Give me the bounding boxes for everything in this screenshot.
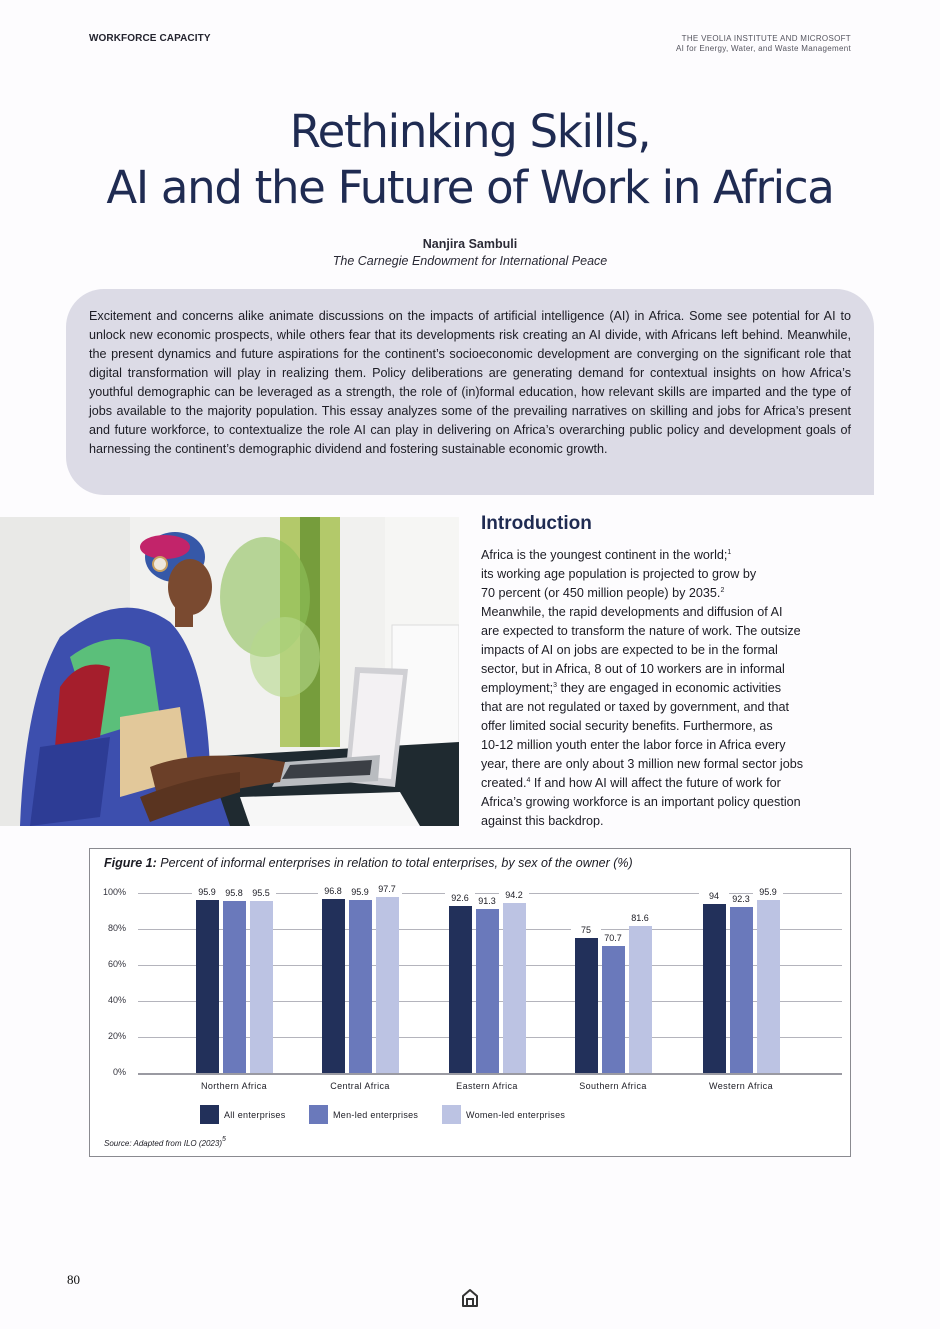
- bar: [757, 900, 780, 1073]
- footnote-ref[interactable]: 1: [727, 549, 732, 556]
- introduction-line: that are not regulated or taxed by government, and that: [481, 700, 790, 714]
- section-label: WORKFORCE CAPACITY: [89, 33, 211, 44]
- y-axis-tick-label: 60%: [107, 959, 126, 969]
- title-line-2: AI and the Future of Work in Africa: [106, 161, 834, 214]
- bar: [250, 901, 273, 1073]
- bar-value-label: 94: [699, 891, 729, 901]
- legend-label: Women-led enterprises: [466, 1109, 566, 1120]
- bar-value-label: 81.6: [625, 913, 655, 923]
- bar-value-label: 91.3: [472, 896, 502, 906]
- introduction-line: 70 percent (or 450 million people) by 2035.$^2$: [481, 586, 725, 600]
- bar: [602, 946, 625, 1073]
- bar-value-label: 94.2: [499, 890, 529, 900]
- publication-line-2: AI for Energy, Water, and Waste Management: [675, 44, 851, 53]
- section-heading-introduction: Introduction: [481, 513, 592, 534]
- y-axis-tick-label: 40%: [107, 995, 126, 1005]
- home-glyph-icon: [459, 1287, 481, 1309]
- home-icon[interactable]: [459, 1287, 481, 1309]
- bar: [349, 900, 372, 1073]
- bar-value-label: 92.3: [726, 894, 756, 904]
- bar: [376, 897, 399, 1073]
- bar: [196, 900, 219, 1073]
- legend-swatch: [442, 1105, 461, 1124]
- introduction-line: employment;$^3$ they are engaged in economic activities: [481, 681, 782, 695]
- publication-line-1: THE VEOLIA INSTITUTE AND MICROSOFT: [681, 34, 851, 43]
- figure-source-footnote: 5: [222, 1136, 226, 1143]
- y-axis-tick-label: 100%: [102, 887, 126, 897]
- article-title: [0, 104, 940, 216]
- introduction-line: offer limited social security benefits. Furthermore, as: [481, 719, 773, 733]
- figure-label: Figure 1:: [104, 856, 157, 870]
- introduction-paragraph: [481, 546, 846, 831]
- bar-value-label: 95.9: [345, 887, 375, 897]
- introduction-line: year, there are only about 3 million new formal sector jobs: [481, 757, 804, 771]
- legend-swatch: [309, 1105, 328, 1124]
- legend-item: [309, 1105, 418, 1124]
- article-photo: [0, 517, 459, 826]
- introduction-line: Meanwhile, the rapid developments and diffusion of AI: [481, 605, 783, 619]
- author-name: Nanjira Sambuli: [422, 237, 518, 251]
- figure-caption-text: Percent of informal enterprises in relation to total enterprises, by sex of the owner (%): [156, 856, 633, 870]
- x-axis-category-label: Northern Africa: [200, 1081, 268, 1091]
- y-axis-tick-label: 80%: [107, 923, 126, 933]
- introduction-line: created.$^4$ If and how AI will affect the future of work for: [481, 776, 781, 790]
- introduction-line: are expected to transform the nature of work. The outsize: [481, 624, 801, 638]
- bar-value-label: 92.6: [445, 893, 475, 903]
- y-axis-tick-label: 0%: [112, 1067, 126, 1077]
- page-number: 80: [67, 1272, 80, 1287]
- publication-info: [676, 34, 851, 54]
- x-axis-category-label: Eastern Africa: [456, 1081, 518, 1091]
- legend-label: Men-led enterprises: [333, 1109, 419, 1120]
- bar-value-label: 70.7: [598, 933, 628, 943]
- legend-item: [200, 1105, 286, 1124]
- x-axis-category-label: Central Africa: [330, 1081, 390, 1091]
- bar: [629, 926, 652, 1073]
- x-axis-category-label: Southern Africa: [579, 1081, 647, 1091]
- figure-source: [104, 1136, 226, 1148]
- bar: [476, 909, 499, 1073]
- bar: [322, 899, 345, 1073]
- gridline: [138, 1073, 842, 1075]
- bar-value-label: 95.5: [246, 888, 276, 898]
- legend-item: [442, 1105, 565, 1124]
- x-axis-category-label: Western Africa: [709, 1081, 773, 1091]
- bar: [703, 904, 726, 1073]
- figure-caption: [104, 856, 633, 870]
- bar: [730, 907, 753, 1073]
- bar: [449, 906, 472, 1073]
- bar-chart: [90, 849, 852, 1158]
- y-axis-tick-label: 20%: [107, 1031, 126, 1041]
- author-affiliation: The Carnegie Endowment for International Peace: [332, 254, 608, 268]
- bar-value-label: 95.9: [753, 887, 783, 897]
- introduction-line: against this backdrop.: [481, 814, 604, 828]
- legend-swatch: [200, 1105, 219, 1124]
- introduction-line: Africa’s growing workforce is an important policy question: [481, 795, 801, 809]
- figure-1: [89, 848, 851, 1157]
- bar-value-label: 75: [571, 925, 601, 935]
- footnote-ref[interactable]: 4: [526, 777, 531, 784]
- introduction-line: sector, but in Africa, 8 out of 10 workers are in informal: [481, 662, 785, 676]
- introduction-line: its working age population is projected to grow by: [481, 567, 757, 581]
- bar-value-label: 97.7: [372, 884, 402, 894]
- bar-value-label: 95.9: [192, 887, 222, 897]
- abstract-box: [66, 289, 874, 495]
- figure-source-text: Source: Adapted from ILO (2023): [104, 1139, 222, 1148]
- bar: [575, 938, 598, 1073]
- footnote-ref[interactable]: 3: [553, 682, 558, 689]
- introduction-line: 10-12 million youth enter the labor force in Africa every: [481, 738, 786, 752]
- introduction-line: impacts of AI on jobs are expected to be in the formal: [481, 643, 778, 657]
- title-line-1: Rethinking Skills,: [289, 105, 651, 158]
- legend-label: All enterprises: [224, 1109, 286, 1120]
- abstract-text: Excitement and concerns alike animate discussions on the impacts of artificial intelligence (AI) in Africa. Some see potential for AI to unlock new economic prospects, while others fear that its developments risk creating an AI divide, with Africans left behind. Meanwhile, the present dynamics and future aspirations for the continent’s socioeconomic development are converging on the significant role that digital transformation will play in realizing them. Policy deliberations are generating demand for contextual insights on how Africa’s youthful demographic can be leveraged as a strength, the role of (in)formal education, how relevant skills are imparted and the type of jobs available to the majority population. This essay analyzes some of the prevailing narratives on skilling and jobs for Africa’s present and future workforce, to contextualize the role AI can play in delivering on Africa’s overarching public policy and development goals of harnessing the continent’s demographic dividend and fostering sustainable economic growth.: [89, 309, 851, 456]
- bar-value-label: 95.8: [219, 888, 249, 898]
- footnote-ref[interactable]: 2: [720, 587, 725, 594]
- woman-at-laptop-illustration: [0, 517, 459, 826]
- introduction-line: Africa is the youngest continent in the world;$^1$: [481, 548, 732, 562]
- bar: [503, 903, 526, 1073]
- bar: [223, 901, 246, 1073]
- bar-value-label: 96.8: [318, 886, 348, 896]
